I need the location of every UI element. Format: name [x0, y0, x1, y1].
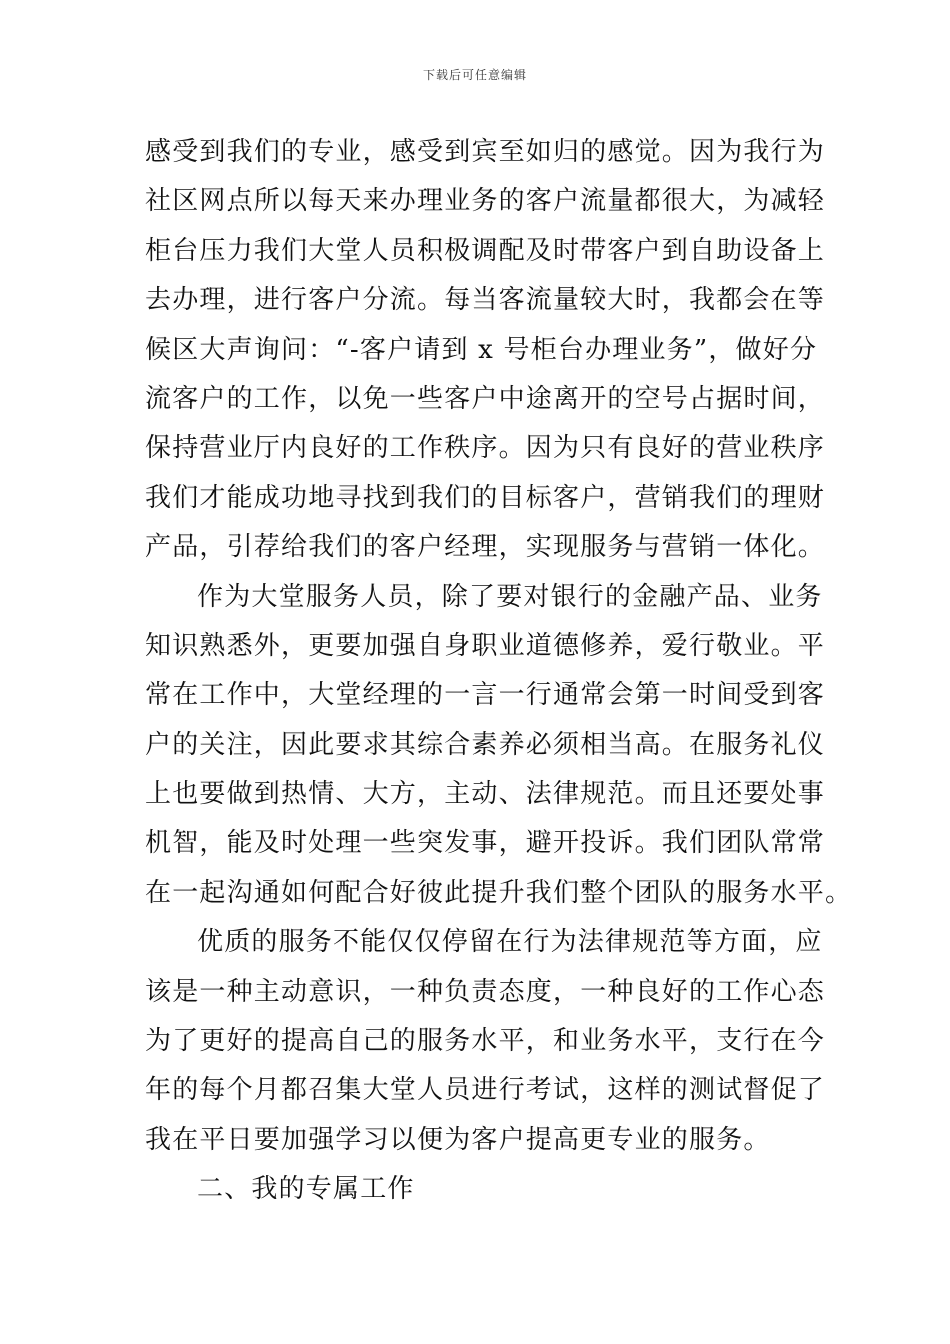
text-line: 去办理，进行客户分流。每当客流量较大时，我都会在等: [145, 285, 826, 316]
text-line: 流客户的工作，以免一些客户中途离开的空号占据时间，: [145, 383, 826, 414]
text-line: 上也要做到热情、大方，主动、法律规范。而且还要处事: [145, 779, 826, 810]
text-line: 我们才能成功地寻找到我们的目标客户，营销我们的理财: [145, 482, 826, 513]
text-line: 我在平日要加强学习以便为客户提高更专业的服务。: [145, 1124, 771, 1155]
text-line: 候区大声询问：“-客户请到 x 号柜台办理业务”，做好分: [145, 334, 818, 365]
text-line: 该是一种主动意识，一种负责态度，一种良好的工作心态: [145, 976, 826, 1007]
page-header: 下载后可任意编辑: [422, 68, 527, 82]
text-line: 柜台压力我们大堂人员积极调配及时带客户到自助设备上: [145, 235, 826, 266]
text-line: 机智，能及时处理一些突发事，避开投诉。我们团队常常: [145, 828, 826, 859]
text-line: 优质的服务不能仅仅停留在行为法律规范等方面，应: [197, 927, 823, 958]
text-line: 在一起沟通如何配合好彼此提升我们整个团队的服务水平。: [145, 877, 853, 908]
text-line: 作为大堂服务人员，除了要对银行的金融产品、业务: [197, 581, 823, 612]
text-line: 知识熟悉外，更要加强自身职业道德修养，爱行敬业。平: [145, 630, 826, 661]
heading-line: 二、我的专属工作: [197, 1174, 415, 1205]
text-line: 社区网点所以每天来办理业务的客户流量都很大，为减轻: [145, 186, 826, 217]
text-line: 年的每个月都召集大堂人员进行考试，这样的测试督促了: [145, 1075, 826, 1106]
text-line: 常在工作中，大堂经理的一言一行通常会第一时间受到客: [145, 680, 826, 711]
text-line: 户的关注，因此要求其综合素养必须相当高。在服务礼仪: [145, 729, 826, 760]
document-body: [145, 128, 853, 1215]
paragraph-3: [145, 918, 826, 1165]
section-heading: [145, 1165, 807, 1214]
paragraph-1: [145, 128, 826, 573]
text-line: 保持营业厅内良好的工作秩序。因为只有良好的营业秩序: [145, 433, 826, 464]
text-line: 感受到我们的专业，感受到宾至如归的感觉。因为我行为: [145, 137, 826, 167]
text-line: 产品，引荐给我们的客户经理，实现服务与营销一体化。: [145, 532, 826, 563]
text-line: 为了更好的提高自己的服务水平，和业务水平，支行在今: [145, 1026, 826, 1057]
paragraph-2: [145, 573, 853, 919]
